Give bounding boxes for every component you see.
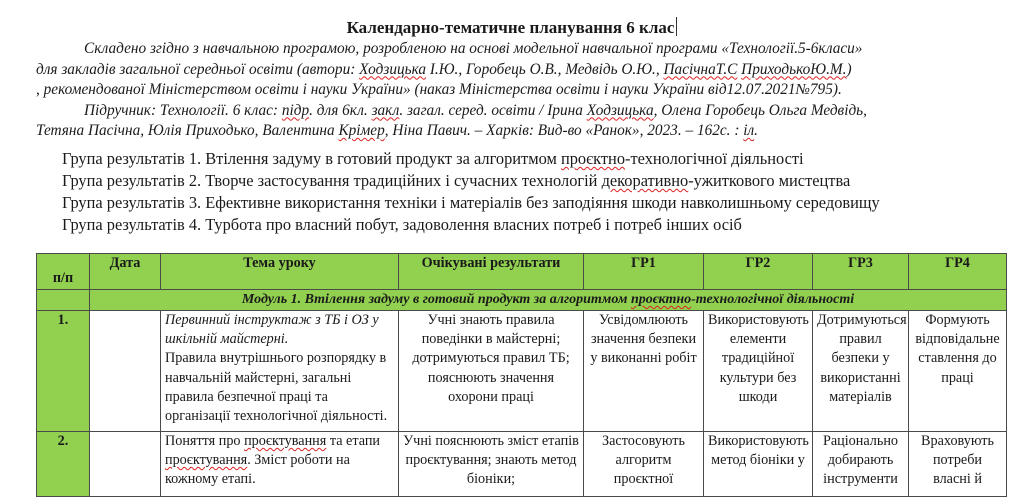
row-expected: Учні знають правила поведінки в майстерні; дотримуються правил ТБ; пояснюють значення охорони праці	[399, 311, 584, 432]
header-expected: Очікувані результати	[399, 254, 584, 290]
intro-line-3: , рекомендованої Міністерством освіти і науки України» (наказ Міністерства освіти і науки України від12.07.2021№795).	[36, 81, 842, 98]
row-gr3: Дотримуються правил безпеки у використанні матеріалів	[813, 311, 909, 432]
row-date[interactable]	[90, 432, 161, 497]
table-row	[37, 311, 1007, 432]
planning-table	[36, 253, 1007, 497]
row-gr2: Використовують елементи традиційної культури без шкоди	[704, 311, 813, 432]
result-groups-list	[62, 148, 1012, 236]
header-num: п/п	[37, 254, 90, 290]
intro-paragraph	[36, 39, 996, 142]
document-title: Календарно-тематичне планування 6 клас	[0, 17, 1024, 39]
module-num-cell	[37, 290, 90, 311]
spellcheck-word[interactable]: проєктно	[630, 292, 692, 307]
header-gr1: ГР1	[584, 254, 704, 290]
text-cursor	[676, 17, 677, 36]
intro-line-2: для закладів загальної середньої освіти (автори: Ходзицька І.Ю., Горобець О.В., Медвідь О.Ю., ПасічнаТ.С ПриходькоЮ.М.)	[36, 60, 852, 78]
spellcheck-word[interactable]: декоративно	[601, 171, 689, 190]
spellcheck-word[interactable]: ПриходькоЮ.М.	[741, 60, 847, 78]
module-row	[37, 290, 1007, 311]
header-gr2: ГР2	[704, 254, 813, 290]
row-date[interactable]	[90, 311, 161, 432]
row-expected: Учні пояснюють зміст етапів проєктування; знають метод біоніки;	[399, 432, 584, 497]
row-gr3: Раціонально добирають інструменти	[813, 432, 909, 497]
row-gr4: Формують відповідальне ставлення до праці	[909, 311, 1007, 432]
header-date: Дата	[90, 254, 161, 290]
intro-line-1: Складено згідно з навчальною програмою, розробленою на основі модельної навчальної програми «Технології.5-6класи»	[84, 40, 863, 57]
spellcheck-word[interactable]: проєктування	[165, 452, 248, 469]
spellcheck-word[interactable]: проєктування	[244, 433, 327, 449]
spellcheck-word[interactable]: Ходзицька	[586, 101, 654, 119]
header-topic: Тема уроку	[161, 254, 399, 290]
row-number: 1.	[37, 311, 90, 432]
result-group-3: Група результатів 3. Ефективне використання техніки і матеріалів без заподіяння шкоди навколишньому середовищу	[62, 193, 880, 212]
spellcheck-word[interactable]: проєктно	[560, 149, 626, 168]
row-gr4: Враховують потреби власні й	[909, 432, 1007, 497]
result-group-4: Група результатів 4. Турбота про власний побут, задоволення власних потреб і потреб інших осіб	[62, 215, 742, 234]
spellcheck-word[interactable]: Ходзицька	[359, 60, 427, 78]
spellcheck-word[interactable]: закл	[371, 101, 400, 119]
result-group-1: Група результатів 1. Втілення задуму в готовий продукт за алгоритмом проєктно-технологічної діяльності	[62, 149, 804, 168]
row-gr1: Застосовують алгоритм проєктної	[584, 432, 704, 497]
spellcheck-word[interactable]: підр	[281, 101, 310, 119]
row-gr2: Використовують метод біоніки у	[704, 432, 813, 497]
row-number: 2.	[37, 432, 90, 497]
row-topic: Первинний інструктаж з ТБ і ОЗ у шкільній майстерні. Правила внутрішнього розпорядку в навчальній майстерні, загальні правила безпечної праці та організації технологічної діяльності.	[161, 311, 399, 432]
header-gr4: ГР4	[909, 254, 1007, 290]
spellcheck-word[interactable]: іл	[743, 122, 755, 139]
header-gr3: ГР3	[813, 254, 909, 290]
table-header-row	[37, 254, 1007, 290]
spellcheck-word[interactable]: ПасічнаТ.С	[663, 60, 738, 78]
textbook-line-2: Тетяна Пасічна, Юлія Приходько, Валентина Крімер, Ніна Павич. – Харків: Вид-во «Ранок», 2023. – 162с. : іл.	[36, 122, 758, 139]
result-group-2: Група результатів 2. Творче застосування традиційних і сучасних технологій декоративно-ужиткового мистецтва	[62, 171, 851, 190]
row-topic: Поняття про проєктування та етапи проєктування. Зміст роботи на кожному етапі.	[161, 432, 399, 497]
row-gr1: Усвідомлюють значення безпеки у виконанні робіт	[584, 311, 704, 432]
module-title: Модуль 1. Втілення задуму в готовий продукт за алгоритмом проєктно-технологічної діяльності	[90, 290, 1007, 311]
spellcheck-word[interactable]: Крімер	[338, 122, 385, 139]
table-row	[37, 432, 1007, 497]
textbook-line-1: Підручник: Технології. 6 клас: підр. для 6кл. закл. загал. серед. освіти / Ірина Ходзицька, Олена Горобець Ольга Медвідь,	[84, 101, 867, 119]
